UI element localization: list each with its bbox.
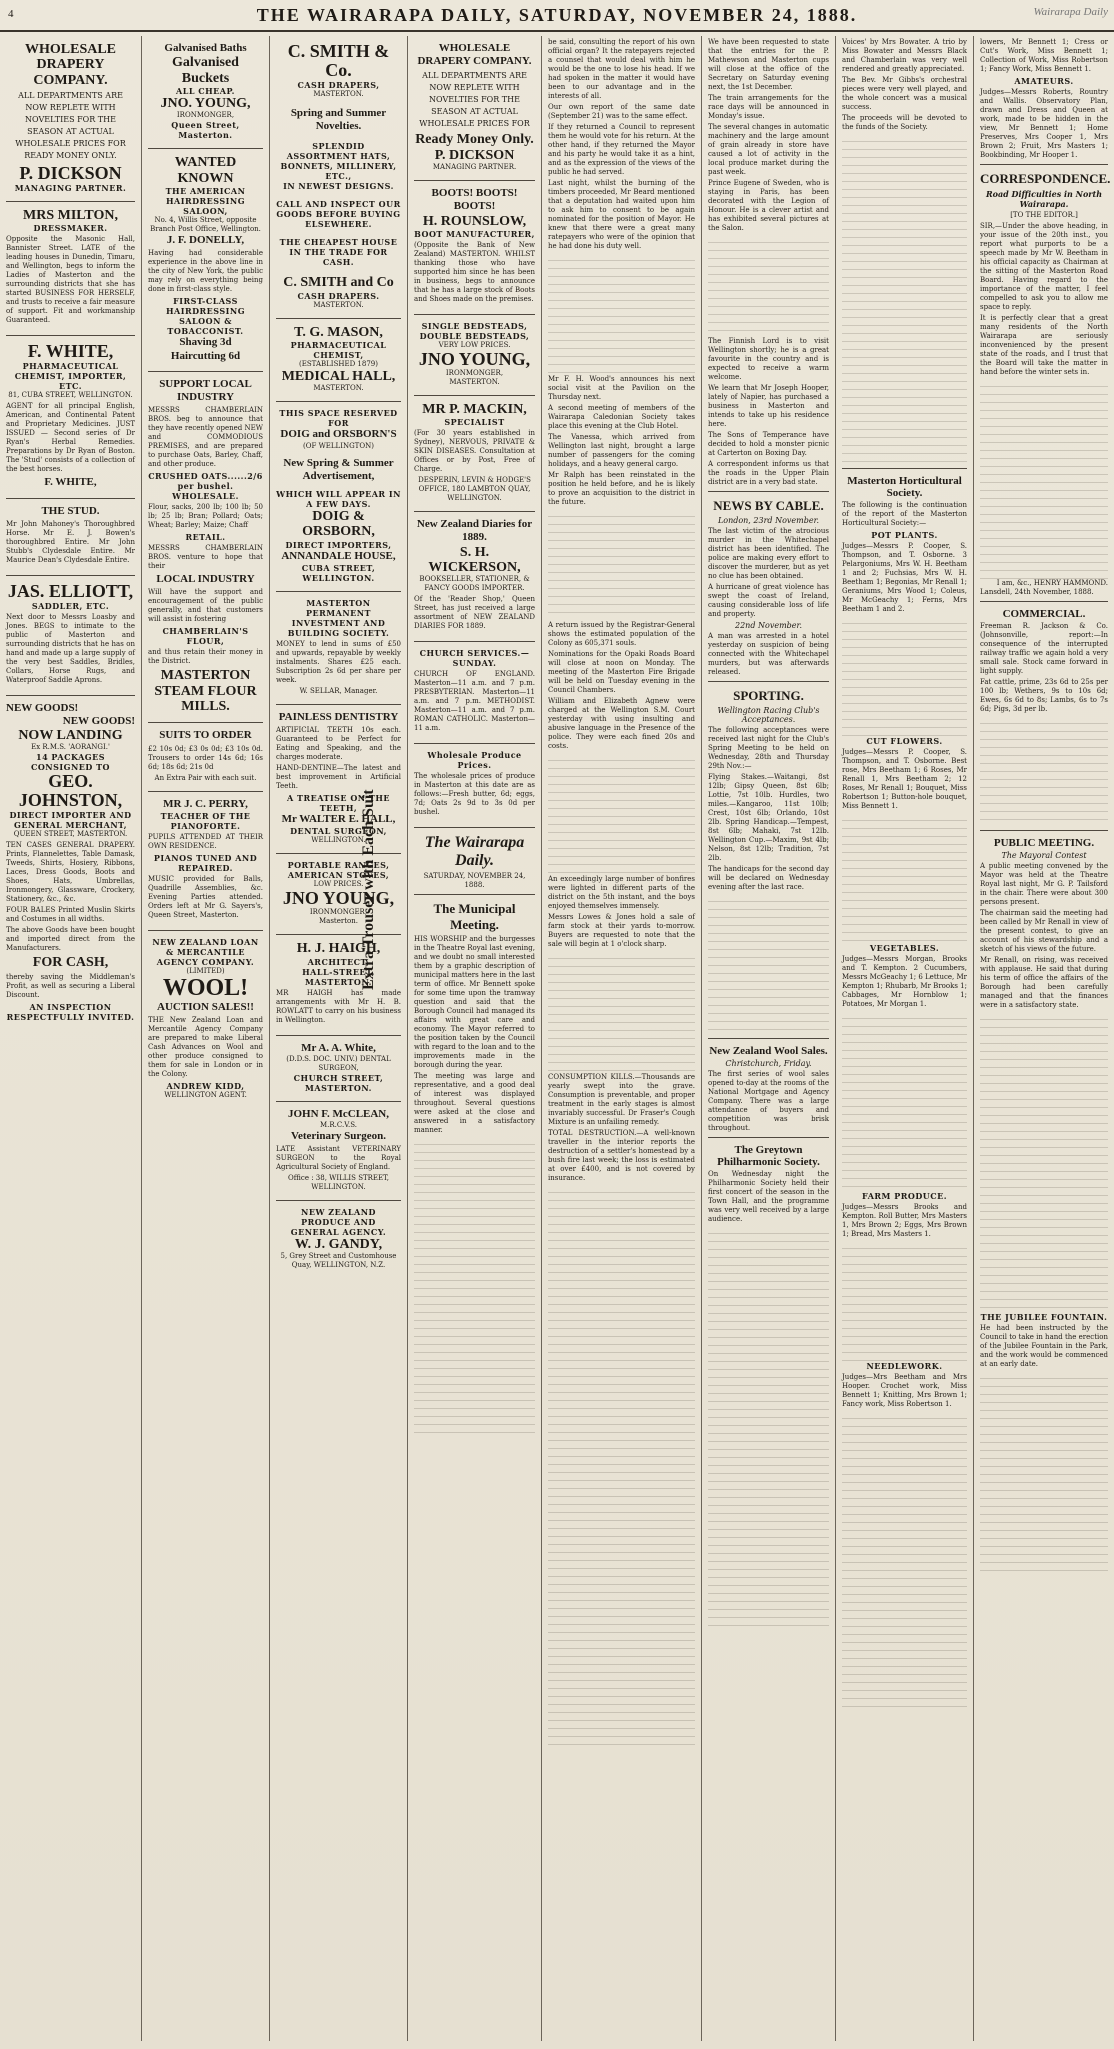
ad-title: JAS. ELLIOTT, [7,580,134,601]
building-society-ad [276,592,401,705]
vegetables-heading: VEGETABLES. [869,943,940,953]
ad-text: MONEY to lend in sums of £50 and upwards, repayable by weekly instalments. Shares £25 each. Subscription 2s 6d per share per week. [276,639,401,684]
paragraph: Prince Eugene of Sweden, who is staying in Paris, has been decorated with the Legion of Honour. He is a clever artist and has exhibited several pictures at the Salon. [708,179,829,232]
paragraph-continuation [842,134,967,464]
rotated-trouser-ad: Extra Trouser with Each Suit [360,789,377,990]
ad-hall: MEDICAL HALL, [281,368,396,384]
ad-town: (OF WELLINGTON) [303,441,374,450]
paragraph: If they returned a Council to represent them he would vote for his return. At the other hand, if they returned the Mayor and his party he would take it as a hint, and as the expression of the views of the public he had served. [548,123,695,176]
ad-title: WANTED KNOWN [174,155,237,186]
mill-name: MASTERTON STEAM FLOUR MILLS. [154,668,257,715]
wholesale-drapery-ad-2 [414,36,535,181]
ad-text: CHURCH OF ENGLAND. Masterton—11 a.m. and 7 p.m. PRESBYTERIAN. Masterton—11 a.m. and 7 p.m. METHODIST. Masterton—11 a.m. and 7 p.m. ROMAN CATHOLIC. Masterton—11 a.m. [414,670,535,733]
wool-heading: WOOL! [162,974,249,1001]
ad-role: BOOKSELLER, STATIONER, & FANCY GOODS IMPORTER. [419,575,530,593]
boots-ad [414,181,535,315]
ad-name: DOIG and ORSBORN'S [280,428,397,441]
ad-title: THE STUD. [41,504,100,517]
smith-drapers-ad [276,36,401,319]
correspondence-sign: I am, &c., HENRY HAMMOND. [996,579,1108,587]
ad-name: Mr WALTER E. HALL, [281,813,396,826]
wool-sales-text: The first series of wool sales opened to-day at the rooms of the National Mortgage and Agency Company. There was a large attendance of buyers and competition was brisk throughout. [708,1070,829,1132]
cut-flowers-list: Judges—Messrs P. Cooper, S. Thompson, and T. Osborne. Best rose, Mrs Beetham 1; 6 Roses, Mr Renall 1, Mrs Beetham 2; 12 Roses, Mr Renall 1; Bouquet, Miss Robertson 1; Button-hole bouquet, Miss Bennett 1. [842,748,967,810]
horticultural-text: The following is the continuation of the report of the Masterton Horticultural Society:— [842,501,967,527]
ad-cash: Ready Money Only. [415,132,534,148]
amateurs-heading: AMATEURS. [1014,76,1074,86]
ad-role: DIRECT IMPORTERS, [285,539,392,550]
ad-role: WELLINGTON AGENT. [164,1091,247,1100]
ad-text: (For 30 years established in Sydney), NERVOUS, PRIVATE & SKIN DISEASES. Consultation at Offices or by Post, Free of Charge. [414,429,535,474]
horticultural-title: Masterton Horticultural Society. [847,475,962,499]
ad-closing: AN INSPECTION RESPECTFULLY INVITED. [6,1001,135,1022]
crushed-oats: CRUSHED OATS......2/6 per bushel. [148,471,263,492]
sporting-sub: Wellington Racing Club's Acceptances. [717,706,820,724]
ad-text: ALL DEPARTMENTS ARE NOW REPLETE WITH NOVELTIES FOR THE SEASON AT ACTUAL WHOLESALE PRICES FOR [419,71,530,129]
paragraph: The Vanessa, which arrived from Wellington last night, brought a large number of passengers for the coming holidays, and a heavy general cargo. [548,433,695,468]
ad-town: MASTERTON. [449,377,500,386]
ad-town: QUEEN STREET, MASTERTON. [13,830,128,839]
ad-name: JNO. YOUNG, [160,95,251,111]
specialist-ad [414,396,535,512]
sporting-title: SPORTING. [733,688,804,703]
produce-prices [414,744,535,828]
ad-space: THIS SPACE RESERVED FOR [279,408,398,429]
chemist-ad [6,336,135,498]
archive-stamp: Wairarapa Daily [1033,6,1108,18]
auction-heading: AUCTION SALES!! [157,1001,254,1013]
ad-note: An Extra Pair with each suit. [154,773,257,782]
white-dentist-ad [276,1036,401,1102]
diaries-ad [414,512,535,642]
galvanised-ad [148,36,263,149]
cable-title: NEWS BY CABLE. [713,498,824,513]
ad-name: S. H. WICKERSON, [428,544,521,575]
article-text-2: The meeting was large and representative, and a good deal of interest was displayed throughout. Several questions were asked at the close and answered in a satisfactory manner. [414,1072,535,1135]
ad-town: MASTERTON. [313,89,364,98]
doig-orsborn-ad [276,402,401,592]
commercial-continuation [980,716,1108,826]
column-6 [702,36,836,2041]
ad-title: PAINLESS DENTISTRY [278,710,399,723]
jubilee-text: He had been instructed by the Council to take in hand the erection of the Jubilee Fountain in the Park, and the work would be commenced at an early date. [980,1324,1108,1368]
ad-title: C. SMITH & Co. [287,41,390,80]
needlework-continuation [842,1411,967,1711]
ad-text: (Opposite the Bank of New Zealand) MASTERTON. WHILST thanking those who have supported him since he has been in business, begs to announce that he has a large stock of Boots and Shoes made on the premises. [414,240,535,303]
paragraph: be said, consulting the report of his own official organ? It the ratepayers rejected a counsel that would deal with him he would be the one to lose his head. If we had spoken in the matter it would have been to our advantage and in the interests of all. [548,38,695,100]
ad-title: T. G. MASON, [294,324,383,340]
ad-role: BOOT MANUFACTURER, [414,228,535,239]
jubilee-heading: THE JUBILEE FOUNTAIN. [980,1312,1108,1322]
ad-title: SUITS TO ORDER [159,729,252,742]
paragraph: TOTAL DESTRUCTION.—A well-known traveller in the interior reports the destruction of a settler's homestead by a bush fire last week; the loss is estimated at over £400, and is not covered by insurance. [548,1129,695,1182]
ad-text: Mr John Mahoney's Thoroughbred Horse. Mr E. J. Bowen's thoroughbred Entire. Mr John Stubb's Clydesdale Entire. Mr Maurice Dean's Clydesdale Entire. [6,519,135,564]
column-4 [408,36,542,2041]
ad-title: NEW GOODS! [6,701,79,714]
wool-sales-sub: Christchurch, Friday. [725,1059,812,1068]
ad-text-2: Will have the support and encouragement of the public generally, and that customers will assist in fostering [148,588,263,624]
ad-sub: Galvanised Buckets [172,55,239,86]
bedsteads-ad [414,315,535,396]
ad-text-3: and thus retain their money in the District. [148,648,263,666]
ad-name: JOHN F. McCLEAN, [287,1107,390,1120]
ad-treatise: A TREATISE ON THE TEETH, [287,793,390,814]
ad-name: JNO YOUNG, [418,348,531,369]
needlework-heading: NEEDLEWORK. [866,1361,943,1371]
ad-role: M.R.C.V.S. [319,1120,358,1129]
ad-name: ANDREW KIDD, [166,1081,245,1092]
ad-ship: Ex R.M.S. 'AORANGI.' [31,743,110,752]
ad-text: Having had considerable experience in the above line in the city of New York, the public may rely on everything being done in first-class style. [148,249,263,294]
ad-cheap: ALL CHEAP. [176,85,235,96]
ad-role: ARCHITECT, [307,956,370,967]
wool-sales-title: New Zealand Wool Sales. [709,1045,828,1057]
masthead [0,0,1114,32]
ad-established: (ESTABLISHED 1879) [299,359,378,368]
wholesale-label: WHOLESALE. [172,491,239,502]
pot-plants-heading: POT PLANTS. [871,530,938,540]
ad-title: F. WHITE, [27,341,114,362]
public-meeting-sub: The Mayoral Contest [1001,851,1087,860]
paragraph: Judges—Messrs Roberts, Rountry and Wallis. Observatory Plan, drawn and Dress and Queen at work, made to be hidden in the view, Mr Bennett 1; Home Preserves, Mrs Cooper 1, Mrs Brown 2; Fruit, Mrs Masters 1; Bookbinding, Mr Hooper 1. [980,88,1108,159]
ad-text: The above Goods have been bought and imported direct from the Manufacturers. [6,926,135,953]
ad-title: Veterinary Surgeon. [291,1129,386,1142]
ad-name: CHAMBERLAIN'S FLOUR, [162,626,249,647]
ad-text: MR HAIGH has made arrangements with Mr H. B. ROWLATT to carry on his business in Wellington. [276,988,401,1024]
haircutting-price: Haircutting 6d [170,349,241,362]
public-meeting-title: PUBLIC MEETING. [993,837,1095,849]
column-8 [974,36,1114,2041]
paragraph: An exceedingly large number of bonfires were lighted in different parts of the district on the 5th instant, and the boys enjoyed themselves immensely. [548,875,695,910]
ad-role: IRONMONGER, [445,368,504,377]
mason-chemist-ad [276,319,401,403]
paragraph: Messrs Lowes & Jones hold a sale of farm stock at their yards to-morrow. Buyers are requested to note that the sale will begin at 1 o'clock sharp. [548,913,695,948]
ad-address: No. 4, Willis Street, opposite Branch Post Office, Wellington. [150,216,261,234]
ad-sub: (LIMITED) [186,966,225,975]
paragraph: The Bev. Mr Gibbs's orchestral pieces were very well played, and the whole concert was a musical success. [842,76,967,111]
sporting-text-2: The handicaps for the second day will be declared on Wednesday evening after the last race. [708,865,829,891]
cable-text-2: A hurricane of great violence has swept the coast of Ireland, causing considerable loss of life and property. [708,583,829,618]
ad-name: H. ROUNSLOW, [422,213,527,229]
ad-title: SINGLE BEDSTEADS, DOUBLE BEDSTEADS, [419,320,530,341]
newspaper-banner: The Wairarapa Daily. [424,834,525,870]
paragraph: The several changes in automatic machinery and the large amount of grain already in store have caused a lot of activity in the local produce market during the past week. [708,123,829,176]
ad-office: Office : 38, WILLIS STREET, WELLINGTON. [287,1174,390,1192]
church-services [414,642,535,744]
ad-name: F. WHITE, [44,476,97,489]
article-continuation [414,1137,535,1437]
newspaper-title: THE WAIRARAPA DAILY, SATURDAY, NOVEMBER 24, 1888. [256,4,858,25]
ad-title: PORTABLE RANGES, AMERICAN STOVES, [287,860,390,881]
cut-flowers-continuation [842,813,967,943]
ad-title: NEW ZEALAND LOAN & MERCANTILE AGENCY COMPANY. [152,936,259,967]
cut-flowers-heading: CUT FLOWERS. [866,736,943,746]
ad-title: New Zealand Diaries for 1889. [416,518,533,544]
wool-ad [148,931,263,1108]
pot-plants-continuation [842,616,967,736]
column-2 [142,36,270,2041]
hairdresser-ad [148,149,263,371]
architect-ad [276,935,401,1035]
ad-line: NOW LANDING [18,727,123,743]
shaving-price: Shaving 3d [179,336,232,349]
ad-name: Mr A. A. White, [301,1041,376,1054]
ad-text: Spring and Summer Novelties. [290,106,387,132]
ad-title: BOOTS! BOOTS! BOOTS! [431,187,518,213]
ad-text-2: MUSIC provided for Balls, Quadrille Assemblies, &c. Evening Parties attended. Orders left at Mr G. Sayers's, Queen Street, Masterton. [148,874,263,919]
public-meeting-text: A public meeting convened by the Mayor was held at the Theatre Royal last night, Mr G. P. Tailsford in the chair. There were about 300 persons present. [980,862,1108,906]
paragraph: lowers, Mr Bennett 1; Cress or Cut's Work, Miss Bennett 1; Collection of Work, Miss Robertson 1; Fancy Work, Miss Bennett 1. [980,38,1108,73]
paragraph: Nominations for the Opaki Roads Board will close at noon on Monday. The meeting of the Masterton Fire Brigade will be held on Tuesday evening in the Council Chambers. [548,650,695,694]
correspondence-continuation [980,379,1108,579]
paragraph: We learn that Mr Joseph Hooper, lately of Napier, has purchased a business in Masterton and intends to take up his residence here. [708,384,829,428]
commercial-title: COMMERCIAL. [1002,608,1086,620]
ad-name: GEO. JOHNSTON, [18,771,123,811]
paragraph: Mr F. H. Wood's announces his next social visit at the Pavilion on the Thursday next. [548,375,695,401]
paragraph: CONSUMPTION KILLS.—Thousands are yearly swept into the grave. Consumption is preventable, and proper treatment in the early stages is almost invariably successful. Dr Fraser's Cough Mixture is an unfailing remedy. [548,1073,695,1126]
dentistry-ad [276,705,401,854]
ad-sub: VERY LOW PRICES. [438,340,511,349]
public-meeting-text-2: The chairman said the meeting had been called by Mr Renall in view of the present contest, to give an account of his stewardship and a sketch of his views of the future. [980,909,1108,953]
cable-text: The last victim of the atrocious murder in the Whitechapel district has been identified. The police are making every effort to discover the murderer, but as yet no clue has been obtained. [708,527,829,580]
paragraph: William and Elizabeth Agnew were charged at the Wellington S.M. Court yesterday with using insulting and abusive language in the Presence of the police. They were each fined 20s and costs. [548,697,695,750]
ad-closing: MESSRS CHAMBERLAIN BROS. venture to hope that their [148,544,263,571]
retail-label: RETAIL. [185,532,226,543]
ad-text: THE New Zealand Loan and Mercantile Agency Company are prepared to make Liberal Cash Advances on Wool and other produce consigned to them for sale in London or in the Colony. [148,1016,263,1079]
ad-address: 81, CUBA STREET, WELLINGTON. [8,391,133,400]
ad-prices: £2 10s 0d; £3 0s 0d; £3 10s 0d. Trousers to order 14s 6d; 16s 6d; 18s 6d; 21s 0d [148,744,263,771]
ad-address: HALL-STREET, MASTERTON. [302,966,375,987]
suits-ad [148,723,263,791]
article-title: The Municipal Meeting. [433,901,516,933]
philharmonic-text: On Wednesday night the Philharmonic Society held their first concert of the season in the Town Hall, and the programme was very well received by a large audience. [708,1170,829,1223]
farm-produce-list: Judges—Messrs Brooks and Kempton. Roll Butter, Mrs Masters 1, Mrs Brown 2; Eggs, Mrs Brown 1; Bread, Mrs Masters 1. [842,1203,967,1238]
stud-ad [6,499,135,576]
ad-name: H. J. HAIGH, [296,941,381,957]
ad-sub: DRESSMAKER. [33,223,108,234]
ad-sub: SADDLER, ETC. [31,600,110,611]
paragraph: A second meeting of members of the Wairarapa Caledonian Society takes place this evening at the Club Hotel. [548,404,695,430]
ad-title-2: FIRST-CLASS HAIRDRESSING SALOON & TOBACCONIST. [165,296,246,337]
ad-address: 5, Grey Street and Customhouse Quay, WELLINGTON, N.Z. [280,1252,397,1270]
produce-agency-ad [276,1201,401,1278]
piano-teacher-ad [148,792,263,931]
ad-role: MANAGING PARTNER. [14,183,127,194]
ad-sub: PHARMACEUTICAL CHEMIST, IMPORTER, ETC. [14,361,127,392]
paragraph-continuation [548,951,695,1071]
ranges-ad [276,854,401,935]
correspondence-sub: Road Difficulties in North Wairarapa. [985,189,1103,209]
saddler-ad [6,576,135,696]
ad-role: CASH DRAPERS. [297,290,380,301]
ad-name: P. DICKSON [434,147,515,163]
paragraph: Our own report of the same date (September 21) was to the same effect. [548,103,695,120]
ad-title: MASTERTON PERMANENT INVESTMENT AND BUILDING SOCIETY. [287,597,390,638]
farm-produce-continuation [842,1241,967,1361]
ad-sub: LOW PRICES. [313,880,364,889]
ad-packages: 14 PACKAGES CONSIGNED TO [30,752,111,773]
correspondence-text: SIR,—Under the above heading, in your issue of the 20th inst., you report what purports to be a speech made by Mr W. Beetham in his official capacity as Chairman at the sitting of the Masterton Road Board. Having regard to the importance of the matter, I feel compelled to ask you to allow me space to reply. [980,222,1108,311]
commercial-text: Freeman R. Jackson & Co. (Johnsonville, report:—In consequence of the interrupted railway traffic we again hold a very small sale. Stock came forward in light supply. [980,622,1108,675]
ad-text: MESSRS CHAMBERLAIN BROS. beg to announce that they have recently opened NEW and COMMODIOUS PREMISES, and are prepared to purchase Oats, Barley, Chaff, and other produce. [148,406,263,469]
paragraph: Voices' by Mrs Bowater. A trio by Miss Bowater and Messrs Black and Chamberlain was very well rendered and greatly appreciated. [842,38,967,73]
paragraph: Mr Ralph has been reinstated in the position he held before, and he is likely to prove an acquisition to the district in the future. [548,471,695,506]
banner-date: SATURDAY, NOVEMBER 24, 1888. [423,872,526,890]
column-7 [836,36,974,2041]
paragraph: Last night, whilst the burning of the timbers proceeded, Mr Beard mentioned that a deputation had waited upon him to ask him to consent to be again nominated for the position of Mayor. He knew that there were a great many ratepayers who were of the opinion that he had done his duty well. [548,179,695,250]
ad-title: Galvanised Baths [164,42,247,54]
column-3 [270,36,408,2041]
article-text: HIS WORSHIP and the burgesses in the Theatre Royal last evening, and we doubt no small interested them by a graphic description of municipal matters here in the last term of office. Mr Bennett spoke for some time upon the tramway question and said that the Borough Council had managed its affairs with great care and economy. The Mayor referred to the position taken by the Council with regard to the loan and to the improvements made in the borough during the year. [414,935,535,1070]
ad-role: SPECIALIST [444,417,505,428]
local-industry-ad [148,372,263,724]
paragraph: A return issued by the Registrar-General shows the estimated population of the Colony as 605,371 souls. [548,621,695,647]
ad-address: CUBA STREET, WELLINGTON. [301,562,376,583]
ad-name: MR J. C. PERRY, [163,797,248,810]
correspondence-title: CORRESPONDENCE. [980,171,1111,186]
ad-text: ARTIFICIAL TEETH 10s each. Guaranteed to be Perfect for Eating and Speaking, and the charges moderate. [276,726,401,762]
philharmonic-title: The Greytown Philharmonic Society. [717,1144,820,1168]
ad-sub: PIANOS TUNED AND REPAIRED. [153,852,258,873]
paragraph-continuation [548,253,695,373]
ad-role: DIRECT IMPORTER AND GENERAL MERCHANT, [9,810,132,831]
ad-sub: PHARMACEUTICAL CHEMIST, [290,339,387,360]
ad-sale: FOUR BALES Printed Muslin Skirts and Costumes in all widths. [6,906,135,924]
ad-role: MANAGING PARTNER. [432,163,517,172]
column-1 [0,36,142,2041]
paragraph-continuation [548,753,695,873]
ad-name: W. J. GANDY, [294,1237,383,1253]
ad-title-2: NEW GOODS! [62,714,135,727]
ad-name: C. SMITH and Co [283,275,394,291]
jubilee-continuation [980,1371,1108,1571]
ad-role: IRONMONGER, [309,908,368,917]
ad-text: ALL DEPARTMENTS ARE NOW REPLETE WITH NOVELTIES FOR THE SEASON AT ACTUAL WHOLESALE PRICES FOR READY MONEY ONLY. [15,91,126,161]
wholesale-drapery-ad [6,36,135,202]
ad-town: MASTERTON. [313,384,364,393]
cable-dateline-2: 22nd November. [735,621,802,630]
paragraph: The Finnish Lord is to visit Wellington shortly; he is a great favourite in the country and is expected to receive a warm welcome. [708,337,829,381]
ad-title: MRS MILTON, [23,208,118,224]
paragraph-continuation [548,509,695,619]
ad-cheapest: THE CHEAPEST HOUSE IN THE TRADE FOR CASH. [279,237,398,268]
ad-address: CHURCH STREET, MASTERTON. [293,1072,384,1093]
ad-address: WELLINGTON. [311,836,366,845]
ad-text: PUPILS ATTENDED AT THEIR OWN RESIDENCE. [148,832,263,850]
cable-text-3: A man was arrested in a hotel yesterday on suspicion of being connected with the Whitechapel murders, but was afterwards released. [708,632,829,676]
ad-cash: FOR CASH, [32,955,109,971]
commercial-text-2: Fat cattle, prime, 23s 6d to 25s per 100 lb; Wethers, 9s to 10s 6d; Ewes, 6s 6d to 8s; Lambs, 6s to 7s 6d; Pigs, 3d per lb. [980,678,1108,713]
ad-name: J. F. DONELLY, [166,234,245,247]
ad-title: CHURCH SERVICES.—SUNDAY. [419,648,530,669]
ad-name: MR P. MACKIN, [422,401,527,417]
ad-list-2: IN NEWEST DESIGNS. [283,181,394,192]
page-number: 4 [8,8,14,20]
public-meeting-text-3: Mr Renall, on rising, was received with applause. He said that during his term of office the affairs of the Borough had been carefully managed and that the finances were in a satisfactory state. [980,956,1108,1009]
ad-title: WHOLESALE DRAPERY COMPANY. [24,42,117,88]
ad-text: Next door to Messrs Loasby and Jones. BEGS to intimate to the public of Masterton and surrounding districts that he has on hand and made up a large supply of the very best Saddles, Bridles, Collars, Horse Rugs, and Waterproof Saddle Aprons. [6,612,135,684]
vegetables-continuation [842,1011,967,1191]
wholesale-list: Flour, sacks, 200 lb; 100 lb; 50 lb; 25 lb; Bran; Pollard; Oats; Wheat; Barley; Maize; Chaff [148,503,263,530]
column-5 [542,36,702,2041]
ad-title: Wholesale Produce Prices. [427,750,522,771]
paragraph: A correspondent informs us that the roads in the Upper Plain district are in a very bad state. [708,460,829,486]
to-the-editor: [TO THE EDITOR.] [1010,211,1078,219]
ad-title: NEW ZEALAND PRODUCE AND GENERAL AGENCY. [290,1207,387,1238]
ad-sub: CASH DRAPERS, [297,79,380,90]
paragraph-continuation [708,235,829,335]
ad-items: TEN CASES GENERAL DRAPERY. Prints, Flannelettes, Table Damask, Tweeds, Shirts, Hosiery, Ribbons, Laces, Dress Goods, Boots and Shoes, Hats, Umbrellas, Ironmongery, Glassware, Crockery, Stationery, &c., &c. [6,841,135,904]
ad-name-2: DOIG & ORSBORN, [302,508,375,540]
new-goods-ad [6,696,135,1030]
paragraph: The train arrangements for the race days will be announced in Monday's issue. [708,94,829,120]
ad-saving: thereby saving the Middleman's Profit, as well as securing a Liberal Discount. [6,972,135,999]
dressmaker-ad [6,202,135,336]
ad-title: New Spring & Summer Advertisement, [283,456,394,482]
paragraph: The proceeds will be devoted to the funds of the Society. [842,114,967,131]
ad-town: Masterton. [319,917,358,926]
ad-name: JNO YOUNG, [282,888,395,909]
vegetables-list: Judges—Messrs Morgan, Brooks and T. Kempton. 2 Cucumbers, Messrs McGeachy 1; 6 Lettuce, Mr Kempton 1; Rhubarb, Mr Brooks 1; Cabbages, Mr Hornblow 1; Potatoes, Mr Morgan 1. [842,955,967,1008]
sporting-list: Flying Stakes.—Waitangi, 8st 12lb; Gipsy Queen, 8st 6lb; Lottie, 7st 10lb. Hurdles, two miles.—Kangaroo, 11st 10lb; Crest, 10st 6lb; Orlando, 10st 2lb. Spring Handicap.—Tempest, 8st 6lb; Mahaki, 7st 12lb. Wellington Cup.—Maxim, 9st 4lb; Nelson, 8st 12lb; Tradition, 7st 2lb. [708,773,829,862]
ad-text: AGENT for all principal English, American, and Continental Patent and Proprietary Medicines. JUST ISSUED — Second series of Dr Ryan's Herbal Remedies. Preparations by Dr Ryan of Boston. The 'Stud' consists of a collection of the best horses. [6,402,135,474]
paragraph: The Sons of Temperance have decided to hold a monster picnic at Carterton on Boxing Day. [708,431,829,457]
pot-plants-list: Judges—Messrs P. Cooper, S. Thompson, and T. Osborne. 3 Pelargoniums, Mrs W. H. Beetham 1 and 2; Fuchsias, Mrs W. H. Beetham 1; Begonias, Mr Renall 1; Geraniums, Mrs Wood 1; Coleus, Mr McGeachy 1; Ferns, Mrs Beetham 1 and 2. [842,542,967,613]
veterinary-ad [276,1102,401,1201]
ad-sub: HAND-DENTINE—The latest and best improvement in Artificial Teeth. [276,764,401,791]
paragraph: We have been requested to state that the entries for the P. Mathewson and Masterton cups will close at the office of the Secretary on Saturday evening next, the 1st December. [708,38,829,91]
ad-text: The wholesale prices of produce in Masterton at this date are as follows:—Fresh butter, 6d; eggs, 7d; Oats 2s 9d to 3s 0d per bushel. [414,772,535,817]
ad-text: LATE Assistant VETERINARY SURGEON to the Royal Agricultural Society of England. [276,1145,401,1172]
farm-produce-heading: FARM PRODUCE. [861,1191,947,1201]
cable-dateline: London, 23rd November. [717,516,820,525]
ad-role: DENTAL SURGEON, [290,826,387,837]
public-meeting-continuation [980,1012,1108,1312]
ad-name: P. DICKSON [19,163,122,184]
needlework-list: Judges—Mrs Beetham and Mrs Hooper. Crochet work, Miss Bennett 1; Knitting, Mrs Brown 1; Fancy work, Miss Robertson 1. [842,1373,967,1408]
ad-list: SPLENDID ASSORTMENT HATS, BONNETS, MILLINERY, ETC., [280,141,397,182]
ad-call: CALL AND INSPECT OUR GOODS BEFORE BUYING ELSEWHERE. [276,199,401,230]
ad-role: (D.D.S. DOC. UNIV.) DENTAL SURGEON, [286,1054,391,1072]
ad-town-2: MASTERTON. [313,300,364,309]
paragraph-continuation [548,1185,695,1745]
sporting-continuation [708,894,829,1034]
ad-sub: THE AMERICAN HAIRDRESSING SALOON, [165,186,246,217]
ad-address: Queen Street, Masterton. [171,120,240,141]
ad-title: SUPPORT LOCAL INDUSTRY [159,377,252,403]
local-industry-line: LOCAL INDUSTRY [156,573,255,586]
sporting-text: The following acceptances were received last night for the Club's Spring Meeting to be held on Wednesday, 28th and Thursday 29th Nov.:— [708,726,829,770]
ad-role: IRONMONGER, [176,111,235,120]
ad-text: Of the 'Reader Shop,' Queen Street, has just received a large assortment of NEW ZEALAND DIARIES FOR 1889. [414,595,535,631]
ad-name: W. SELLAR, Manager. [299,686,378,695]
ad-title: WHOLESALE DRAPERY COMPANY. [417,42,532,68]
ad-address: DESPERIN, LEVIN & HODGE'S OFFICE, 180 LAMBTON QUAY, WELLINGTON. [418,476,531,503]
correspondence-text-2: It is perfectly clear that a great many residents of the North Wairarapa are seriously inconvenienced by the present state of the roads, and I trust that the Board will take the matter in hand before the winter sets in. [980,314,1108,376]
ad-text: Opposite the Masonic Hall, Bannister Street. LATE of the leading houses in Dunedin, Timaru, and Wellington, begs to inform the Ladies of Masterton and the surrounding districts that she has started BUSINESS FOR HERSELF, and trusts to receive a fair measure of support. Fit and workmanship Guaranteed. [6,235,135,325]
ad-text: WHICH WILL APPEAR IN A FEW DAYS. [276,488,401,509]
ad-house: ANNANDALE HOUSE, [281,549,396,562]
correspondence-date: Lansdell, 24th November, 1888. [980,588,1094,596]
philharmonic-continuation [708,1226,829,1626]
ad-role: TEACHER OF THE PIANOFORTE. [160,810,251,831]
